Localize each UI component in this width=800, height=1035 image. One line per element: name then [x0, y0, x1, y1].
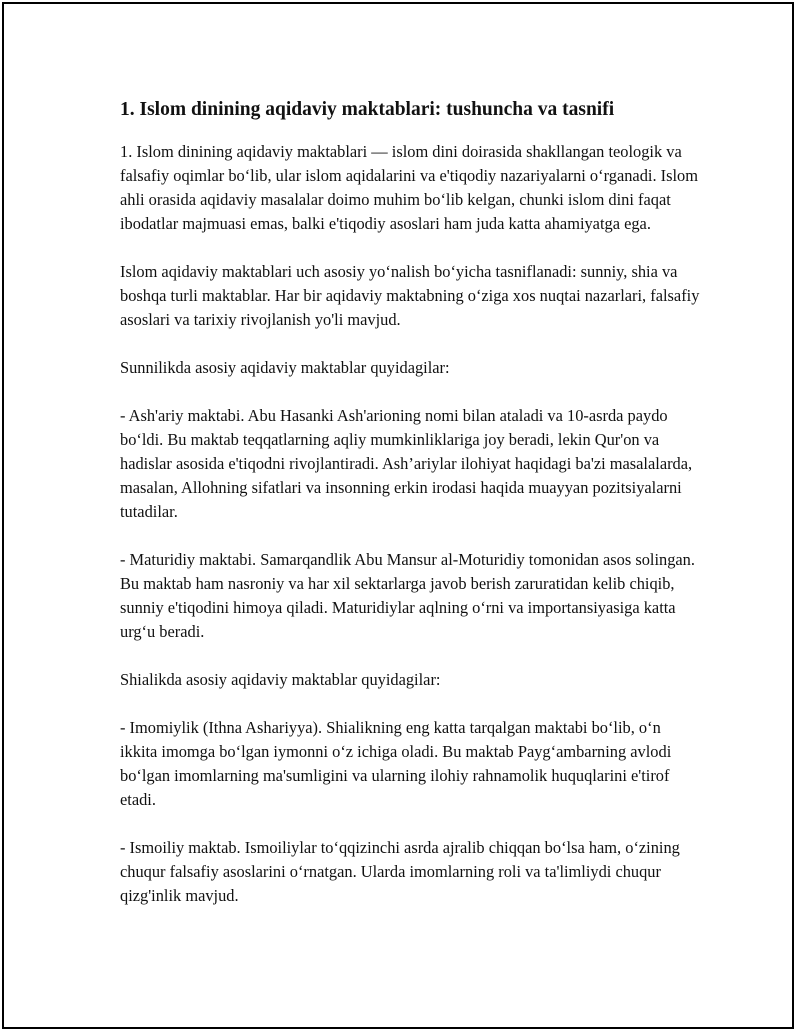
paragraph-classification: Islom aqidaviy maktablari uch asosiy yoʻnalish boʻyicha tasniflanadi: sunniy, shia va boshqa turli maktablar. Har bir aqidaviy maktabning oʻziga xos nuqtai nazarlari, falsafiy asoslari va tarixiy rivojlanish yo'li mavjud.	[120, 262, 700, 329]
page-frame	[2, 2, 794, 1029]
paragraph-maturidi: - Maturidiy maktabi. Samarqandlik Abu Mansur al-Moturidiy tomonidan asos solingan. Bu maktab ham nasroniy va har xil sektarlarga javob berish zaruratidan kelib chiqib, sunniy e'tiqodini himoya qiladi. Maturidiylar aqlning oʻrni va importansiyasiga katta urgʻu beradi.	[120, 550, 695, 641]
paragraph-shia-heading: Shialikda asosiy aqidaviy maktablar quyidagilar:	[120, 670, 441, 689]
paragraph-intro: 1. Islom dinining aqidaviy maktablari — islom dini doirasida shakllangan teologik va falsafiy oqimlar boʻlib, ular islom aqidalarini va e'tiqodiy nazariyalarni oʻrganadi. Islom ahli orasida aqidaviy masalalar doimo muhim boʻlib kelgan, chunki islom dini faqat ibodatlar majmuasi emas, balki e'tiqodiy asoslari ham juda katta ahamiyatga ega.	[120, 142, 698, 233]
page-title: 1. Islom dinining aqidaviy maktablari: tushuncha va tasnifi	[120, 99, 615, 120]
paragraph-sunni-heading: Sunnilikda asosiy aqidaviy maktablar quyidagilar:	[120, 358, 450, 377]
paragraph-ismaili: - Ismoiliy maktab. Ismoiliylar toʻqqizinchi asrda ajralib chiqqan boʻlsa ham, oʻzining chuqur falsafiy asoslarini oʻrnatgan. Ularda imomlarning roli va ta'limliydi chuqur qizg'inlik mavjud.	[120, 838, 680, 905]
paragraph-ashari: - Ash'ariy maktabi. Abu Hasanki Ash'arioning nomi bilan ataladi va 10-asrda paydo boʻldi. Bu maktab teqqatlarning aqliy mumkinliklariga joy beradi, lekin Qur'on va hadislar asosida e'tiqodni rivojlantiradi. Ash’ariylar ilohiyat haqidagi ba'zi masalalarda, masalan, Allohning sifatlari va insonning erkin irodasi haqida muayyan pozitsiyalarni tutadilar.	[120, 406, 693, 521]
paragraph-imamiyya: - Imomiylik (Ithna Ashariyya). Shialikning eng katta tarqalgan maktabi boʻlib, oʻn ikkita imomga boʻlgan iymonni oʻz ichiga oladi. Bu maktab Paygʻambarning avlodi boʻlgan imomlarning ma'sumligini va ularning ilohiy rahnamolik huquqlarini e'tirof etadi.	[120, 718, 672, 809]
document-body	[120, 96, 700, 932]
